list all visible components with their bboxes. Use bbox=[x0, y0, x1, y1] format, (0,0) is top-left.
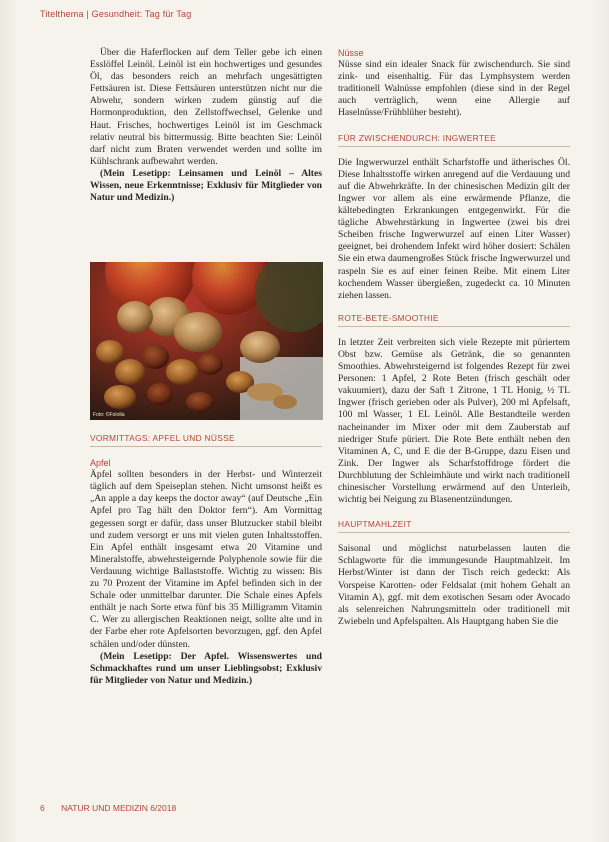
nuts-and-apples-photo bbox=[90, 262, 323, 420]
reading-tip-linseed: (Mein Lesetipp: Leinsamen und Leinöl – Altes Wissen, neue Erkenntnisse; Exklusiv für Mitglieder von Natur und Medizin.) bbox=[90, 167, 322, 204]
intro-paragraph: Über die Haferflocken auf dem Teller gebe ich einen Esslöffel Leinöl. Leinöl ist ein hochwertiges und gesundes Öl, das besonders reich an mehrfach ungesättigten Fettsäuren ist. Diese Fettsäuren unterstützen nicht nur die Abwehr, sondern wirken zudem günstig auf die Hormonproduktion, den Zellstoffwechsel, Gelenke und Haut. Frisches, hochwertiges Leinöl ist im Geschmack relativ neutral bis bittermussig. Bitte beachten Sie: Leinöl darf nicht zum Braten verwendet werden und sollte im Kühlschrank aufbewahrt werden. bbox=[90, 47, 322, 167]
main-meal-paragraph: Saisonal und möglichst naturbelassen lauten die Schlagworte für die immungesunde Hauptmahlzeit. Im Herbst/Winter ist dann der Tisch reich gedeckt: Als Vorspeise Karotten- oder Feldsalat (mit hohem Gehalt an Vitamin A), ggf. mit dem exotischen Sesam oder Avocado als selenreichen Nahrungsmitteln oder traditionell mit Zwiebeln und Apfelspalten. Als Hauptgang haben Sie die bbox=[338, 543, 570, 627]
right-column bbox=[338, 47, 570, 628]
subsection-title-apple: Apfel bbox=[90, 458, 111, 469]
running-header: Titelthema | Gesundheit: Tag für Tag bbox=[40, 9, 192, 19]
subsection-title-nuts: Nüsse bbox=[338, 48, 364, 58]
ginger-paragraph: Die Ingwerwurzel enthält Scharfstoffe und ätherisches Öl. Diese Inhaltsstoffe wirken anregend auf die Verdauung und auf die Abwehrkräfte. In der chinesischen Medizin gilt der Ingwer vor allem als eine erwärmende Pflanze, die kältebedingten Erkrankungen entgegenwirkt. Für die tägliche Abwehrstärkung in Ingwertee (zwei bis drei Scheiben frische Ingwerwurzel auf einen Liter Wasser) geeignet, bei drohendem Infekt wird höher dosiert: Schälen Sie ein etwa daumengroßes Stück frische Ingwerwurzel und raspeln Sie es auf einer feinen Reibe. Mit einem Liter kochendem Wasser übergießen, zugedeckt ca. 10 Minuten ziehen lassen. bbox=[338, 156, 570, 301]
beet-paragraph: In letzter Zeit verbreiten sich viele Rezepte mit püriertem Obst bzw. Gemüse als Getränk, die so genannten Smoothies. Abwehrsteigernd ist folgendes Rezept für zwei Personen: 1 Apfel, 2 Rote Beten (frisch geschält oder vakuumiert), dazu der Saft 1 Zitrone, 1 TL Honig, ½ TL Ingwer (frisch gerieben oder als Pulver), 200 ml Apfelsaft, 100 ml Wasser, 1 EL Leinöl. Alle Bestandteile werden nacheinander im Mixer oder mit dem Zauberstab auf niedriger Stufe püriert. Die Rote Bete enthält neben den Vitaminen A, C, und E die der B-Gruppe, dazu Eisen und Zink. Der Ingwer als Scharfstoffdroge fördert die Durchblutung der Schleimhäute und wirkt nach traditionell chinesischer Vorstellung erwärmend auf den Unterleib, wichtig bei Neigung zu Blasenentzündungen. bbox=[338, 336, 570, 506]
nuts-photo-illustration bbox=[90, 262, 323, 420]
apple-paragraph: Äpfel sollten besonders in der Herbst- und Winterzeit täglich auf dem Speiseplan stehen. Nicht umsonst heißt es „An apple a day keeps the doctor away“ (auf Deutsche „Ein Apfel pro Tag hält den Doktor fern“). Am Vormittag gegessen sorgt er dafür, dass unser Blutzucker stabil bleibt und zudem versorgt er uns mit vielen guten Inhaltsstoffen. Ein Apfel enthält insgesamt etwa 20 Vitamine und Mineralstoffe, abwehrsteigernde Polyphenole sowie für die Verdauung wichtige Ballaststoffe. Wichtig zu wissen: Bis zu 70 Prozent der Vitamine im Apfel befinden sich in der Schale oder unmittelbar darunter. Die Schale eines Apfels enthält je nach Sorte etwa fünf bis 35 Milligramm Vitamin C. Wer zu allergischen Reaktionen neigt, sollte alte und in der Farbe eher rote Apfelsorten bevorzugen, ggf. den Apfel schälen und/oder dünsten. bbox=[90, 469, 322, 650]
section-title-beet-smoothie: ROTE-BETE-SMOOTHIE bbox=[338, 312, 570, 327]
page-number: 6 bbox=[40, 803, 45, 813]
photo-credit: Foto: ©Fotolia bbox=[93, 412, 125, 418]
page-footer bbox=[40, 803, 176, 813]
nuts-paragraph: Nüsse sind ein idealer Snack für zwischendurch. Sie sind zink- und eisenhaltig. Für das Lymphsystem werden traditionell Walnüsse empfohlen (diese sind in der Regel auch verträglich, wenn eine Allergie auf Haselnüsse/Frühblüher besteht). bbox=[338, 59, 570, 119]
left-column-lower bbox=[90, 432, 322, 687]
magazine-issue: NATUR UND MEDIZIN 6/2018 bbox=[61, 803, 177, 813]
section-title-morning: VORMITTAGS: APFEL UND NÜSSE bbox=[90, 432, 322, 447]
section-title-main-meal: HAUPTMAHLZEIT bbox=[338, 518, 570, 533]
section-title-ginger: FÜR ZWISCHENDURCH: INGWERTEE bbox=[338, 132, 570, 147]
reading-tip-apple: (Mein Lesetipp: Der Apfel. Wissenswertes und Schmackhaftes rund um unser Lieblingsobst; Exklusiv für Mitglieder von Natur und Medizin.) bbox=[90, 650, 322, 686]
left-column bbox=[90, 47, 322, 204]
